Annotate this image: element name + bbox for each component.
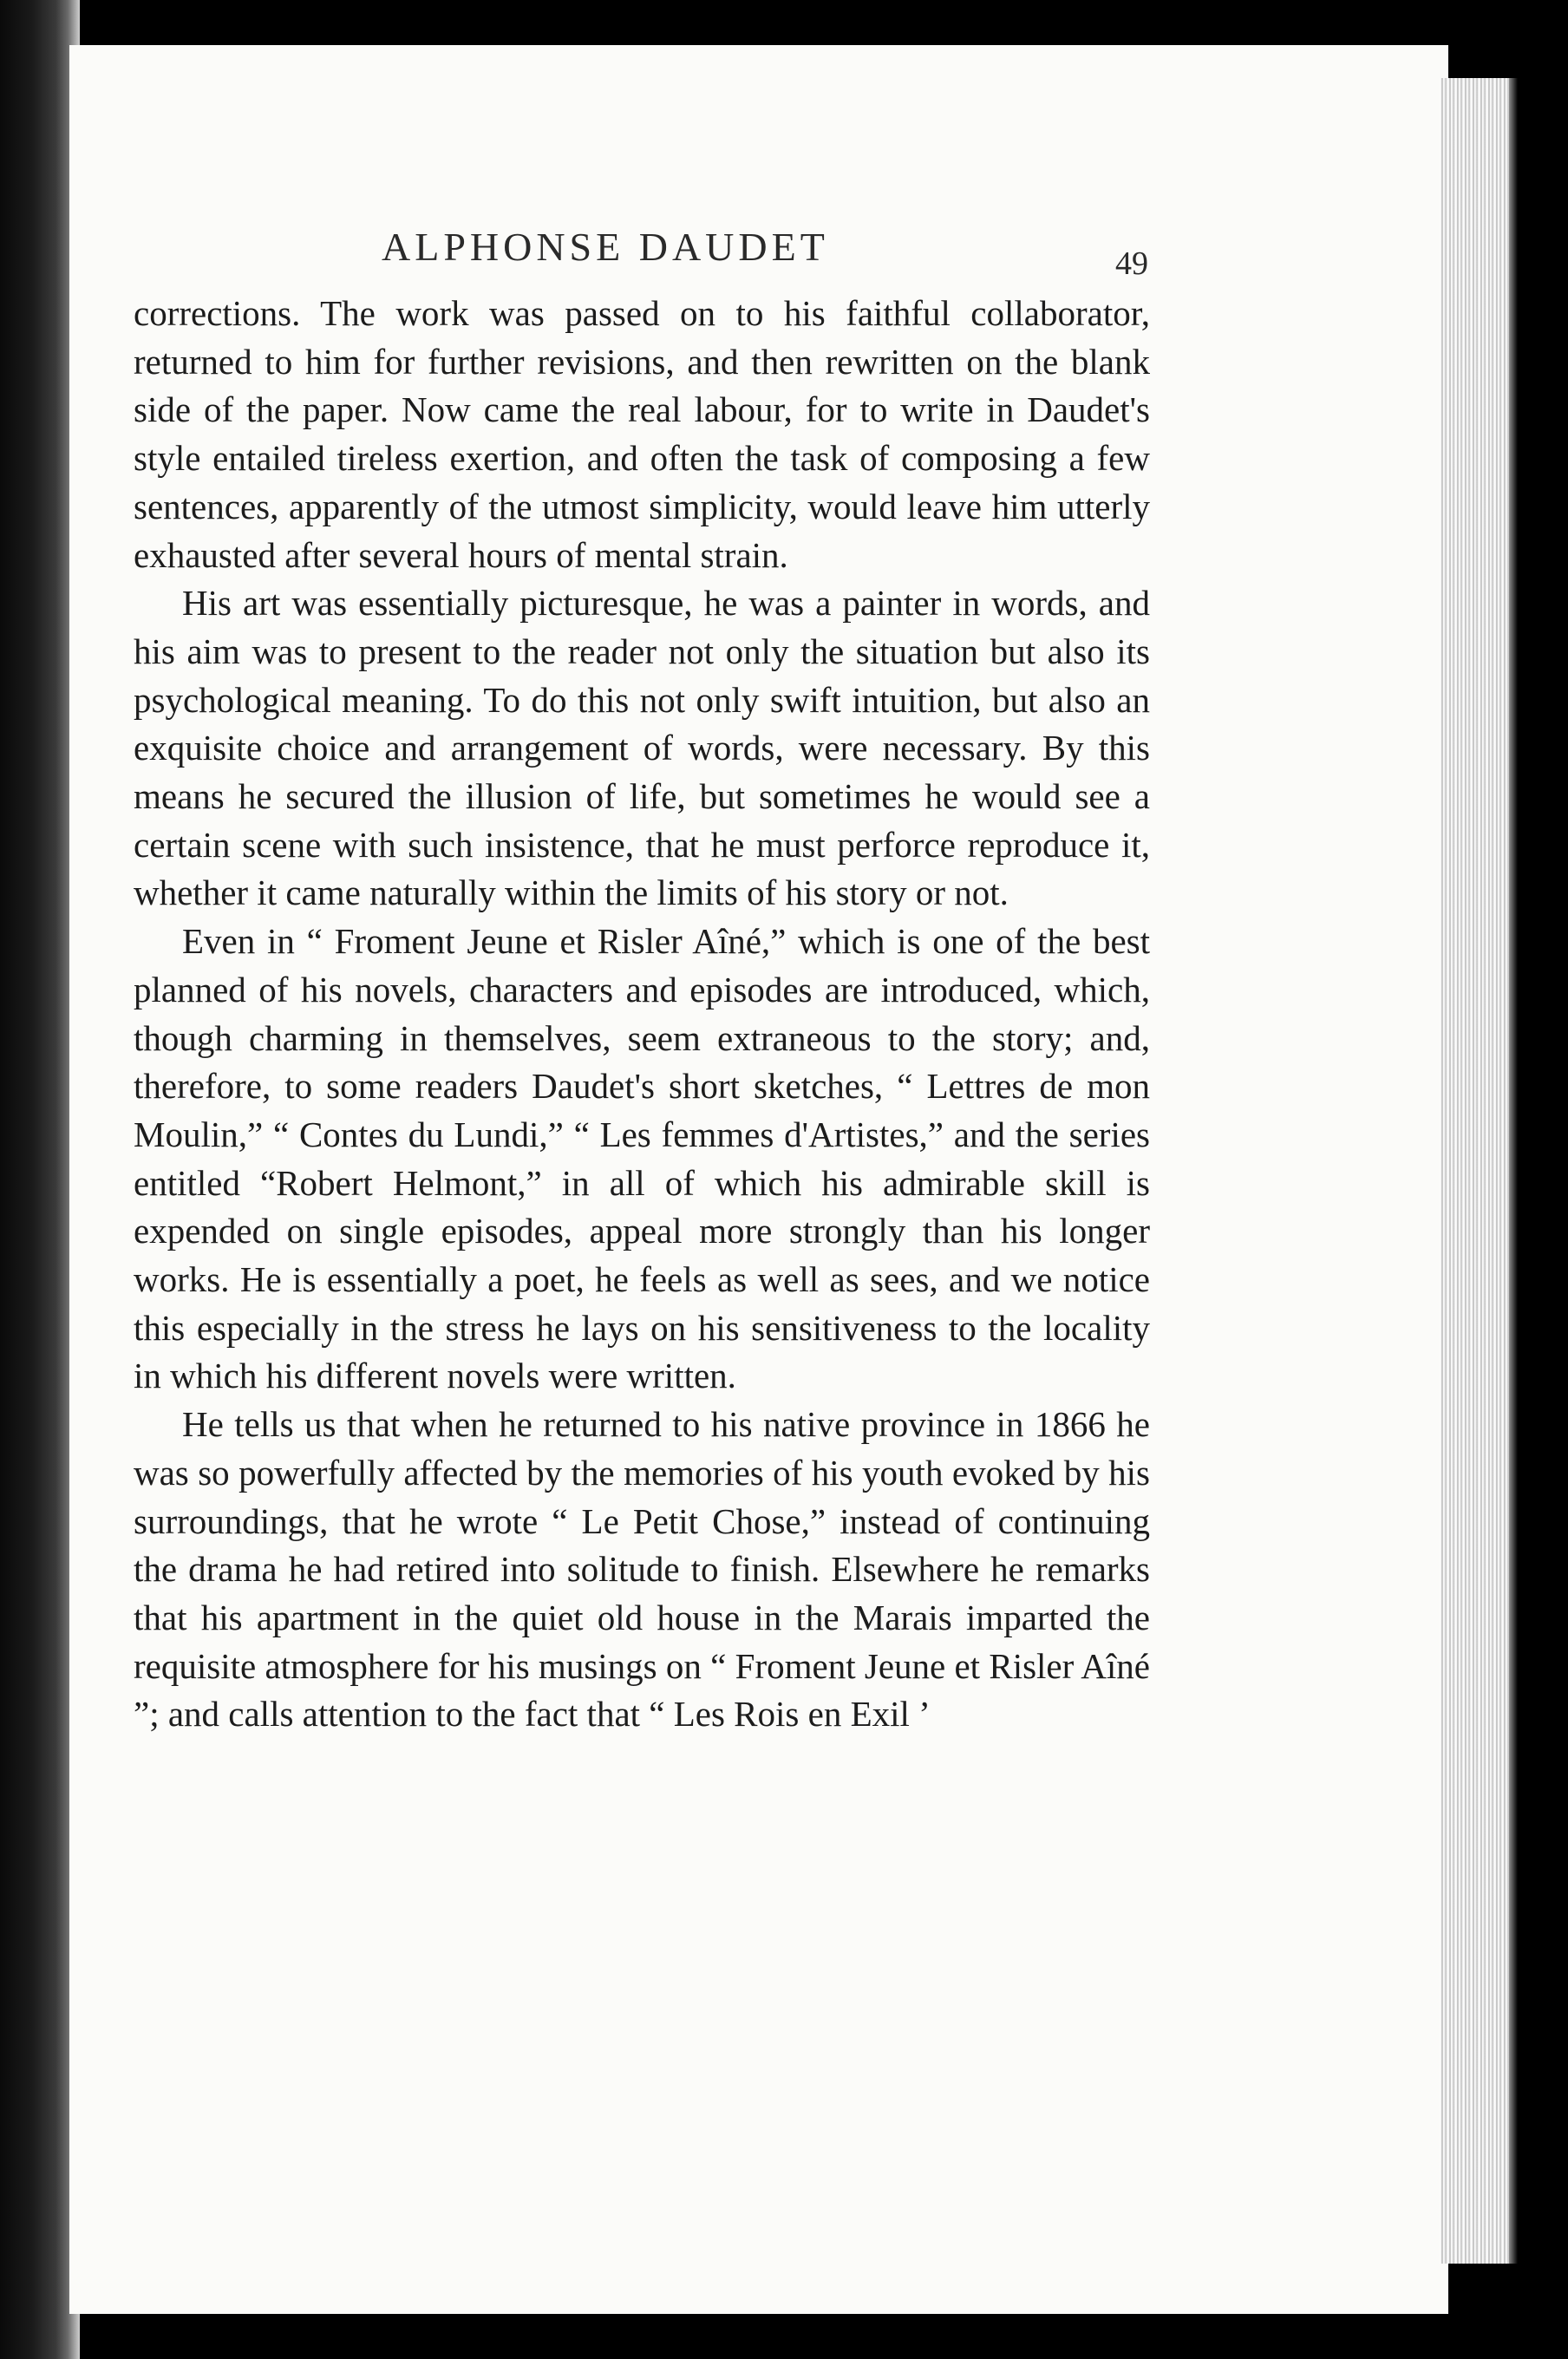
page-number: 49 bbox=[1115, 245, 1148, 282]
book-gutter-shadow bbox=[0, 0, 80, 2359]
paragraph: corrections. The work was passed on to his faithful collaborator, returned to him for further revisions, and then rewritten on the blank side of the paper. Now came the real labour, for to write in Daudet's style entailed tireless exertion, and often the task of composing a few sentences, apparently of the utmost simplicity, would leave him utterly exhausted after several hours of mental strain. bbox=[134, 293, 1150, 575]
paragraph: He tells us that when he returned to his native province in 1866 he was so powerfully affected by the memories of his youth evoked by his surroundings, that he wrote “ Le Petit Chose,” instead of continuing the drama he had retired into solitude to finish. Elsewhere he remarks that his apartment in the quiet old house in the Marais imparted the requisite atmosphere for his musings on “ Froment Jeune et Risler Aîné ”; and calls attention to the fact that “ Les Rois en Exil ’ bbox=[134, 1404, 1150, 1735]
paragraph: His art was essentially picturesque, he was a painter in words, and his aim was to present to the reader not only the situation but also its psychological meaning. To do this not only swift intuition, but also an exquisite choice and arrangement of words, were necessary. By this means he secured the illusion of life, but sometimes he would see a certain scene with such insistence, that he must perforce reproduce it, whether it came naturally within the limits of his story or not. bbox=[134, 583, 1150, 913]
body-text bbox=[134, 290, 1150, 1739]
page-edges bbox=[1440, 78, 1509, 2264]
running-title: ALPHONSE DAUDET bbox=[382, 225, 829, 269]
paragraph: Even in “ Froment Jeune et Risler Aîné,” which is one of the best planned of his novels, characters and episodes are introduced, which, though charming in themselves, seem extraneous to the story; and, therefore, to some readers Daudet's short sketches, “ Lettres de mon Moulin,” “ Contes du Lundi,” “ Les femmes d'Artistes,” and the series entitled “Robert Helmont,” in all of which his admirable skill is expended on single episodes, appeal more strongly than his longer works. He is essentially a poet, he feels as well as sees, and we notice this especially in the stress he lays on his sensitiveness to the locality in which his different novels were written. bbox=[134, 921, 1150, 1396]
